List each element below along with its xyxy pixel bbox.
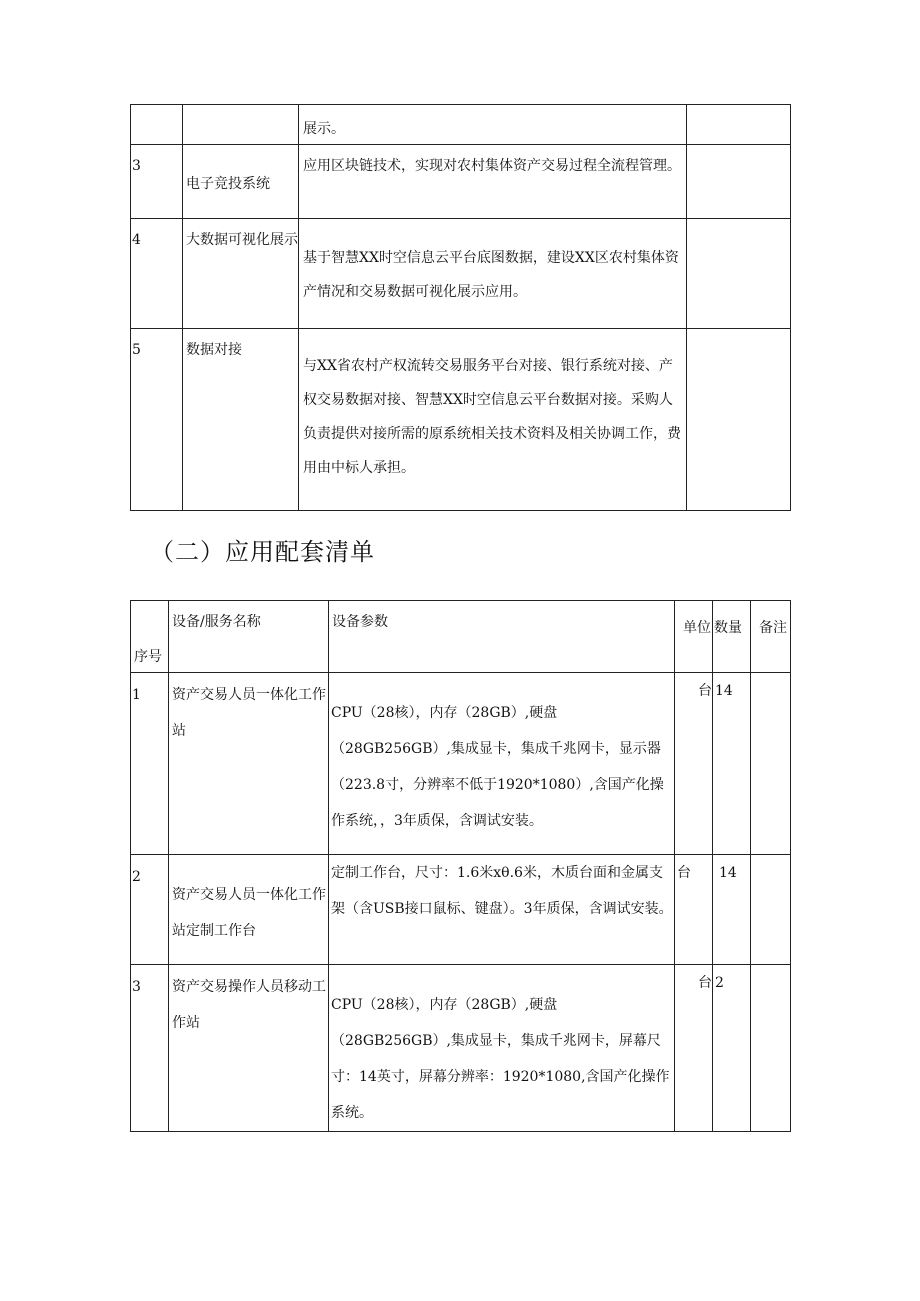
row-note	[687, 329, 791, 511]
row-description: 与XX省农村产权流转交易服务平台对接、银行系统对接、产权交易数据对接、智慧XX时空信息云平台数据对接。采购人负责提供对接所需的原系统相关技术资料及相关协调工作，费用由中标人承担。	[299, 329, 687, 511]
table-row	[131, 965, 791, 1132]
header-seq: 序号	[131, 601, 169, 673]
header-qty: 数量	[713, 601, 751, 673]
row-number: 3	[131, 145, 183, 219]
table-row	[131, 105, 791, 145]
table-row	[131, 673, 791, 855]
row-qty: 14	[713, 673, 751, 855]
row-number	[131, 105, 183, 145]
equipment-table	[130, 600, 791, 1132]
row-params: 定制工作台，尺寸：1.6米xθ.6米，木质台面和金属支架（含USB接口鼠标、键盘）。3年质保，含调试安装。	[329, 855, 675, 965]
row-name: 资产交易人员一体化工作站定制工作台	[169, 855, 329, 965]
row-unit: 台	[675, 855, 713, 965]
row-note	[687, 219, 791, 329]
row-note	[751, 855, 791, 965]
row-name: 大数据可视化展示	[183, 219, 299, 329]
section-title: （二）应用配套清单	[150, 538, 375, 566]
table-row	[131, 329, 791, 511]
row-params: CPU（28核），内存（28GB）,硬盘（28GB256GB）,集成显卡，集成千兆网卡，显示器（223.8寸，分辨率不低于1920*1080）,含国产化操作系统，，3年质保，含调试安装。	[329, 673, 675, 855]
header-note: 备注	[751, 601, 791, 673]
row-name: 数据对接	[183, 329, 299, 511]
row-note	[687, 145, 791, 219]
table-header-row	[131, 601, 791, 673]
table-row	[131, 855, 791, 965]
row-unit: 台	[675, 965, 713, 1132]
row-name: 资产交易操作人员移动工作站	[169, 965, 329, 1132]
row-number: 2	[131, 855, 169, 965]
row-name: 电子竞投系统	[183, 145, 299, 219]
row-number: 1	[131, 673, 169, 855]
row-number: 3	[131, 965, 169, 1132]
row-params: CPU（28核），内存（28GB）,硬盘（28GB256GB）,集成显卡，集成千兆网卡，屏幕尺寸：14英寸，屏幕分辨率：1920*1080,含国产化操作系统。	[329, 965, 675, 1132]
row-description: 展示。	[299, 105, 687, 145]
header-unit: 单位	[675, 601, 713, 673]
row-unit: 台	[675, 673, 713, 855]
row-qty: 14	[713, 855, 751, 965]
row-note	[751, 673, 791, 855]
table-row	[131, 219, 791, 329]
row-number: 5	[131, 329, 183, 511]
row-name	[183, 105, 299, 145]
row-qty: 2	[713, 965, 751, 1132]
function-table	[130, 104, 791, 511]
row-description: 应用区块链技术，实现对农村集体资产交易过程全流程管理。	[299, 145, 687, 219]
header-params: 设备参数	[329, 601, 675, 673]
table-row	[131, 145, 791, 219]
row-description: 基于智慧XX时空信息云平台底图数据，建设XX区农村集体资产情况和交易数据可视化展示应用。	[299, 219, 687, 329]
row-number: 4	[131, 219, 183, 329]
row-note	[751, 965, 791, 1132]
header-name: 设备/服务名称	[169, 601, 329, 673]
row-name: 资产交易人员一体化工作站	[169, 673, 329, 855]
row-note	[687, 105, 791, 145]
